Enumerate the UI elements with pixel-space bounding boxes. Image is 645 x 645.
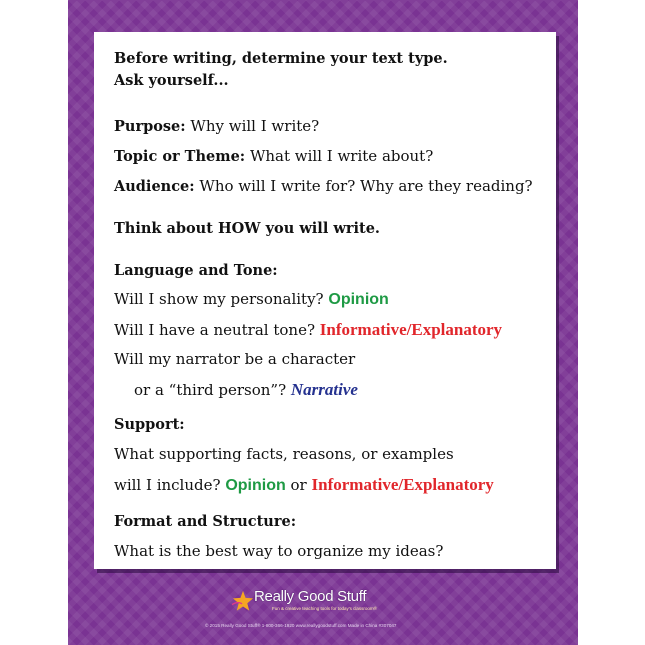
informative-label: Informative/Explanatory	[319, 320, 503, 339]
audience-label: Audience:	[114, 178, 195, 195]
brand-logo	[232, 588, 422, 618]
support-heading: Support:	[114, 416, 185, 433]
purpose-label: Purpose:	[114, 118, 186, 135]
opinion-label: Opinion	[328, 291, 389, 308]
informative-label: Informative/Explanatory	[311, 475, 494, 494]
support-q1: What supporting facts, reasons, or examples	[114, 445, 454, 463]
topic-row	[114, 147, 433, 165]
copyright-line: © 2015 Really Good Stuff® 1-800-366-1920 www.reallygoodstuff.com Made in China #307047	[205, 623, 397, 628]
brand-tagline: Fun & creative teaching tools for today's classroom®	[272, 606, 377, 611]
language-q3b	[134, 380, 358, 400]
format-heading: Format and Structure:	[114, 513, 297, 530]
narrative-label: Narrative	[290, 380, 358, 399]
audience-row	[114, 177, 533, 195]
audience-text: Who will I write for? Why are they reading?	[199, 177, 533, 195]
purpose-row	[114, 117, 319, 135]
think-heading: Think about HOW you will write.	[114, 220, 380, 237]
language-q1	[114, 290, 389, 309]
language-q3a: Will my narrator be a character	[114, 350, 356, 368]
opinion-label: Opinion	[225, 477, 286, 494]
topic-text: What will I write about?	[249, 147, 434, 165]
support-q2-text: will I include?	[114, 476, 221, 494]
support-q2	[114, 475, 494, 495]
intro-line-2: Ask yourself...	[114, 72, 229, 89]
intro-line-1: Before writing, determine your text type.	[114, 50, 448, 67]
format-q1: What is the best way to organize my ideas?	[114, 542, 444, 560]
language-q2-text: Will I have a neutral tone?	[114, 321, 315, 339]
topic-label: Topic or Theme:	[114, 148, 246, 165]
support-or: or	[290, 476, 307, 494]
star-icon	[232, 590, 254, 612]
language-heading: Language and Tone:	[114, 262, 278, 279]
poster-card	[94, 32, 556, 569]
brand-name: Really Good Stuff	[254, 588, 367, 605]
language-q3b-text: or a “third person”?	[134, 381, 287, 399]
purpose-text: Why will I write?	[190, 117, 320, 135]
language-q1-text: Will I show my personality?	[114, 290, 324, 308]
language-q2	[114, 320, 502, 340]
